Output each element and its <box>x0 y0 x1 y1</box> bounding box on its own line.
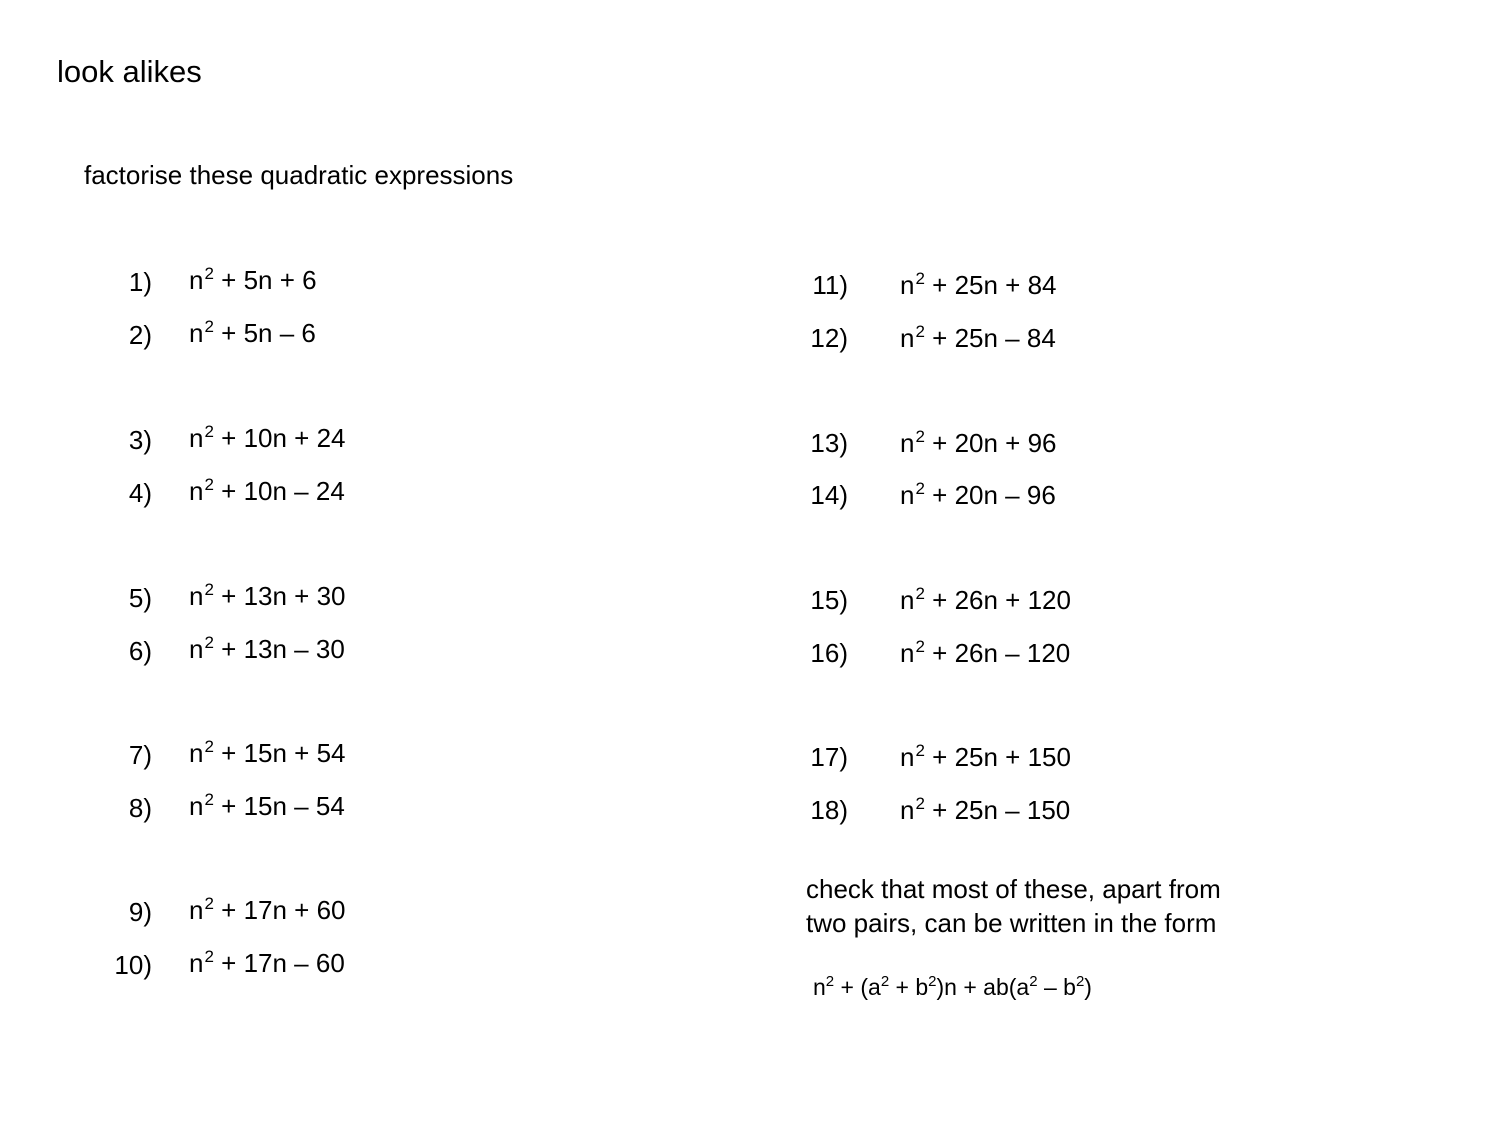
question-expression: $n^2 + 17n - 60$ <box>189 947 345 978</box>
question-expression: $n^2 + 10n - 24$ <box>189 475 345 506</box>
question-number: 18) <box>810 795 848 825</box>
question-expression: $n^2 + 20n - 96$ <box>900 479 1056 510</box>
question-number: 2) <box>128 320 152 350</box>
question-expression: $n^2 + 15n - 54$ <box>189 790 345 821</box>
general-form-formula: $n^2 + (a^2 + b^2)n + ab(a^2 - b^2)$ <box>813 973 1092 1000</box>
question-expression: $n^2 + 5n - 6$ <box>189 317 316 348</box>
question-number: 8) <box>128 793 152 823</box>
question-expression: $n^2 + 10n + 24$ <box>189 422 346 453</box>
question-expression: $n^2 + 13n + 30$ <box>189 580 346 611</box>
question-number: 12) <box>810 323 848 353</box>
question-number: 3) <box>128 425 152 455</box>
question-expression: $n^2 + 15n + 54$ <box>189 737 346 768</box>
question-expression: $n^2 + 17n + 60$ <box>189 894 346 925</box>
question-number: 7) <box>128 740 152 770</box>
question-number: 9) <box>128 897 152 927</box>
page-title: look alikes <box>57 54 202 89</box>
question-expression: $n^2 + 26n + 120$ <box>900 584 1071 615</box>
question-number: 13) <box>810 428 848 458</box>
instruction-note <box>806 872 1306 940</box>
question-number: 17) <box>810 742 848 772</box>
question-number: 15) <box>810 585 848 615</box>
instructions: factorise these quadratic expressions <box>84 160 514 190</box>
question-expression: $n^2 + 25n + 84$ <box>900 269 1057 300</box>
question-expression: $n^2 + 5n + 6$ <box>189 264 317 295</box>
question-expression: $n^2 + 20n + 96$ <box>900 427 1057 458</box>
question-number: 5) <box>128 583 152 613</box>
question-number: 16) <box>810 638 848 668</box>
question-number: 10) <box>114 950 152 980</box>
note-line: check that most of these, apart from <box>806 874 1221 904</box>
question-expression: $n^2 + 13n - 30$ <box>189 633 345 664</box>
question-number: 6) <box>128 636 152 666</box>
note-line: two pairs, can be written in the form <box>806 908 1217 938</box>
question-number: 4) <box>128 478 152 508</box>
question-expression: $n^2 + 26n - 120$ <box>900 637 1071 668</box>
question-number: 14) <box>810 480 848 510</box>
question-expression: $n^2 + 25n + 150$ <box>900 741 1071 772</box>
question-expression: $n^2 + 25n - 150$ <box>900 794 1071 825</box>
question-expression: $n^2 + 25n - 84$ <box>900 322 1056 353</box>
question-number: 11) <box>812 270 848 300</box>
question-number: 1) <box>128 267 152 297</box>
